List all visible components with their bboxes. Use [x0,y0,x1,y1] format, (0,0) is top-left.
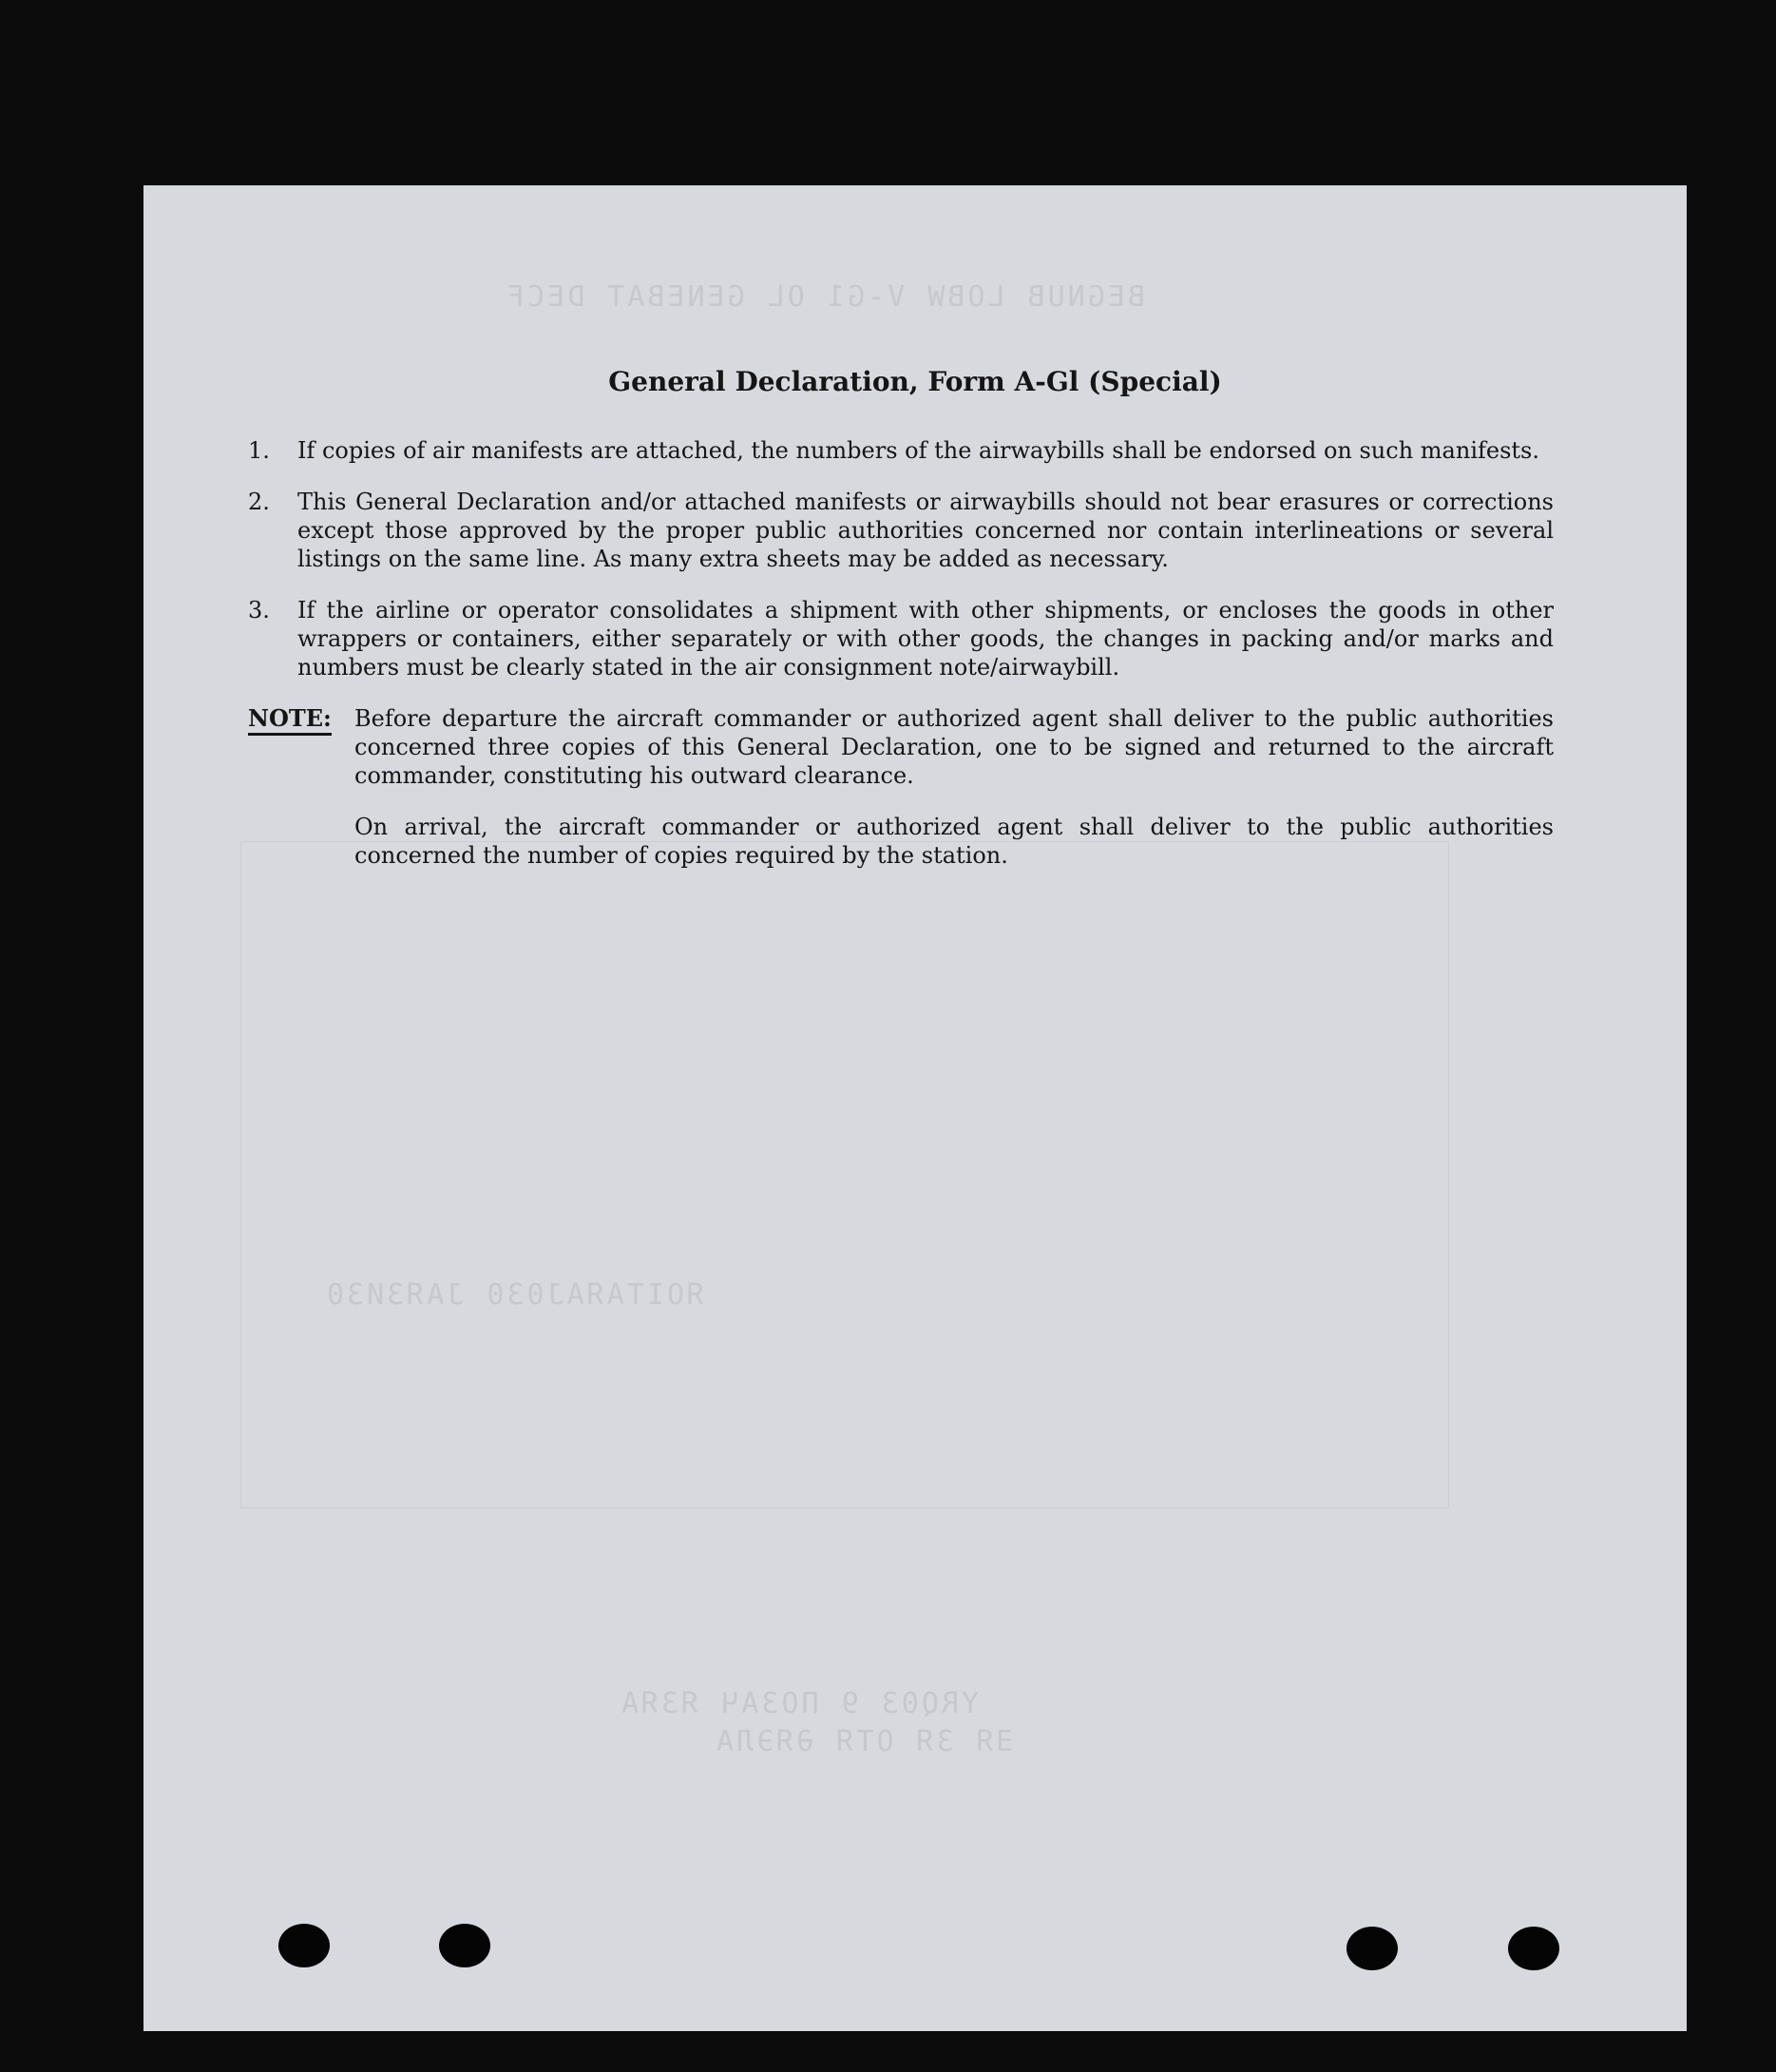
note-body [354,704,1554,892]
instruction-list [248,436,1554,892]
show-through-text: BEGNUB LOBW V-G1 OL GENEBAT DECF [505,280,1145,314]
punch-hole [1346,1927,1398,1970]
item-text: If copies of air manifests are attached, the numbers of the airwaybills shall be endorsed on such manifests. [297,437,1539,464]
show-through-text: ЯOITAЯAJ030 JAЯ3И30 [324,1278,705,1312]
note-section [248,704,1554,892]
punch-hole [1508,1927,1559,1970]
document-title: General Declaration, Form A-Gl (Special) [608,366,1222,397]
item-number: 3. [248,597,270,624]
item-number: 2. [248,489,270,515]
document-page [143,185,1687,2031]
item-text: If the airline or operator consolidates a shipment with other shipments, or encloses the goods in other wrappers or containers, either separately or with other goods, the changes in packing and/or marks and numbers must be clearly stated in the air consignment note/airwaybill. [297,597,1554,681]
list-item [248,436,1554,465]
note-paragraph: On arrival, the aircraft commander or authorized agent shall deliver to the public authorities concerned the number of copies required by the station. [354,814,1554,869]
list-item [248,596,1554,681]
note-paragraph: Before departure the aircraft commander or authorized agent shall deliver to the public authorities concerned three copies of this General Declaration, one to be signed and returned to the aircraft commander, constituting his outward clearance. [354,705,1554,789]
punch-hole [278,1924,330,1967]
item-text: This General Declaration and/or attached manifests or airwaybills should not bear erasures or corrections except those approved by the proper public authorities concerned nor contain interlineations or several listings on the same line. As many extra sheets may be added as necessary. [297,489,1554,572]
note-label: NOTE: [248,704,354,892]
show-through-text: ƎЯ ЗЯ ОТЯ ӘЯЭЛА [714,1725,1014,1758]
punch-hole [439,1924,490,1967]
item-number: 1. [248,437,270,464]
show-through-text: YRQ03 9 ПОЗAЧ ЯЗЯА [619,1687,980,1720]
list-item [248,488,1554,573]
show-through-box [240,841,1449,1508]
